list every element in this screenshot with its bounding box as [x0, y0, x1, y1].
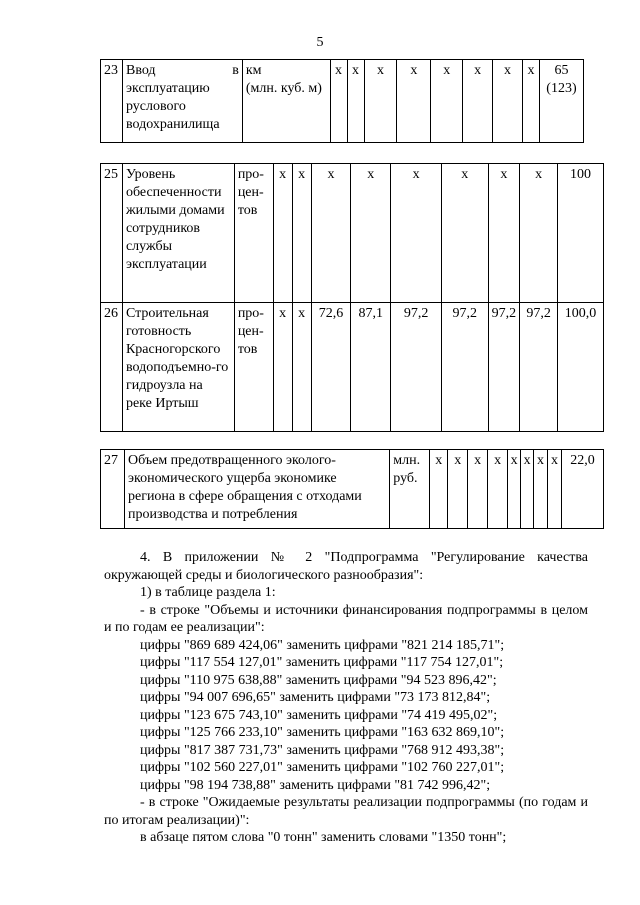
- table-row: [101, 60, 584, 143]
- paragraph-expected-results-row: - в строке "Ожидаемые результаты реализации подпрограммы (по годам и по итогам реализации)":: [104, 795, 588, 828]
- replacement-line: цифры "123 675 743,10" заменить цифрами "74 419 495,02";: [140, 707, 498, 723]
- final-value-cell: 22,0: [562, 450, 604, 529]
- paragraph-appendix-2: 4. В приложении № 2 "Подпрограмма "Регулирование качества окружающей среды и биологического разнообразия":: [104, 550, 588, 583]
- value-cell: x: [330, 60, 347, 143]
- value-cell: 72,6: [311, 303, 351, 432]
- value-cell: x: [431, 60, 463, 143]
- value-cell: x: [292, 303, 311, 432]
- indicator-table-row-23: [100, 59, 584, 143]
- replacement-line: цифры "94 007 696,65" заменить цифрами "73 173 812,84";: [140, 690, 491, 705]
- value-cell: 97,2: [520, 303, 558, 432]
- value-cell: x: [522, 60, 539, 143]
- table-row: [101, 303, 604, 432]
- replacement-line: цифры "817 387 731,73" заменить цифрами "768 912 493,38";: [140, 742, 505, 758]
- indicator-name: Уровень обеспеченности жилыми домами сотрудников службы эксплуатации: [122, 164, 234, 303]
- page-number: 5: [316, 35, 324, 50]
- value-cell: x: [488, 450, 508, 529]
- unit-cell: про- цен- тов: [234, 164, 273, 303]
- value-cell: x: [364, 60, 397, 143]
- indicator-name: Ввод в эксплуатацию руслового водохранилища: [122, 60, 242, 143]
- paragraph-financing-row: - в строке "Объемы и источники финансирования подпрограммы в целом и по годам ее реализации":: [104, 602, 588, 635]
- table-row: [101, 164, 604, 303]
- final-value-cell: 100,0: [558, 303, 604, 432]
- value-cell: x: [521, 450, 534, 529]
- value-cell: x: [508, 450, 521, 529]
- final-value-cell: 100: [558, 164, 604, 303]
- value-cell: 97,2: [391, 303, 442, 432]
- replacement-line: цифры "125 766 233,10" заменить цифрами "163 632 869,10";: [140, 725, 505, 740]
- value-cell: x: [351, 164, 391, 303]
- replacement-line: цифры "117 554 127,01" заменить цифрами "117 754 127,01";: [140, 655, 504, 670]
- value-cell: x: [397, 60, 431, 143]
- value-cell: x: [292, 164, 311, 303]
- paragraph-table-section-1: 1) в таблице раздела 1:: [140, 585, 276, 600]
- value-cell: x: [548, 450, 562, 529]
- replacement-line: цифры "102 560 227,01" заменить цифрами "102 760 227,01";: [140, 760, 505, 775]
- row-number: 27: [101, 450, 125, 529]
- paragraph-fifth-abzac: в абзаце пятом слова "0 тонн" заменить словами "1350 тонн";: [140, 830, 507, 845]
- value-cell: x: [534, 450, 548, 529]
- indicator-table-rows-25-26: [100, 163, 604, 432]
- value-cell: x: [273, 303, 292, 432]
- replacement-line: цифры "869 689 424,06" заменить цифрами "821 214 185,71";: [140, 637, 505, 653]
- unit-cell: км (млн. куб. м): [242, 60, 330, 143]
- value-cell: x: [488, 164, 520, 303]
- unit-cell: млн. руб.: [390, 450, 430, 529]
- value-cell: x: [391, 164, 442, 303]
- row-number: 26: [101, 303, 123, 432]
- value-cell: 97,2: [441, 303, 488, 432]
- value-cell: x: [493, 60, 523, 143]
- value-cell: x: [311, 164, 351, 303]
- row-number: 25: [101, 164, 123, 303]
- value-cell: x: [347, 60, 364, 143]
- value-cell: x: [448, 450, 468, 529]
- row-number: 23: [101, 60, 123, 143]
- value-cell: x: [468, 450, 488, 529]
- replacement-line: цифры "98 194 738,88" заменить цифрами "81 742 996,42";: [140, 777, 491, 793]
- unit-cell: про- цен- тов: [234, 303, 273, 432]
- final-value-cell: 65 (123): [539, 60, 583, 143]
- indicator-table-row-27: [100, 449, 604, 529]
- table-row: [101, 450, 604, 529]
- value-cell: 97,2: [488, 303, 520, 432]
- value-cell: x: [273, 164, 292, 303]
- replacement-line: цифры "110 975 638,88" заменить цифрами "94 523 896,42";: [140, 672, 497, 688]
- value-cell: x: [430, 450, 448, 529]
- indicator-name: Строительная готовность Красногорского водоподъемно-го гидроузла на реке Иртыш: [122, 303, 234, 432]
- amendment-text: [104, 549, 588, 847]
- value-cell: x: [463, 60, 493, 143]
- value-cell: x: [520, 164, 558, 303]
- indicator-name: Объем предотвращенного эколого-экономического ущерба экономике региона в сфере обращения с отходами производства и потребления: [124, 450, 389, 529]
- value-cell: x: [441, 164, 488, 303]
- value-cell: 87,1: [351, 303, 391, 432]
